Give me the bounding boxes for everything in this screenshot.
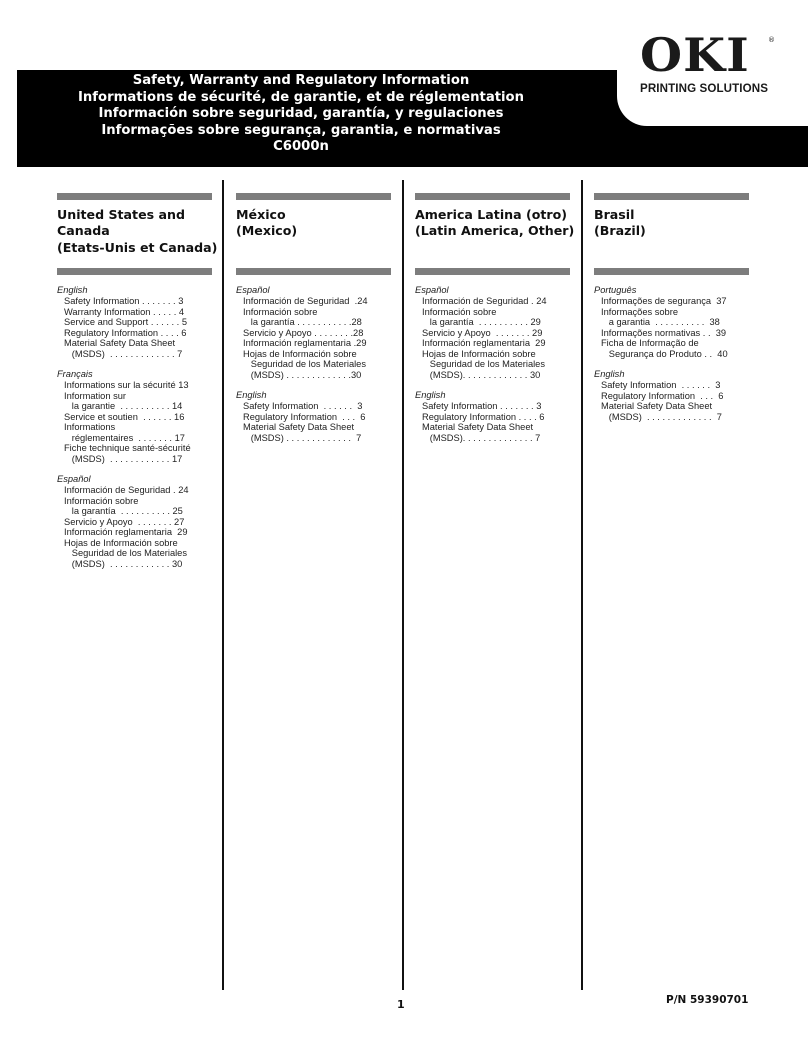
language-label: English bbox=[236, 390, 267, 400]
toc-entry[interactable]: Safety Information . . . . . . . 3 bbox=[422, 401, 542, 411]
title-line-spanish: Información sobre seguridad, garantía, y regulaciones bbox=[98, 106, 504, 122]
toc-entry[interactable]: Safety Information . . . . . . . 3 bbox=[64, 296, 184, 306]
column-divider bbox=[402, 180, 404, 990]
column-divider bbox=[581, 180, 583, 990]
language-label: Português bbox=[594, 285, 637, 295]
heading-line: (Brazil) bbox=[594, 223, 646, 239]
toc-entry[interactable]: Informações de segurança 37 bbox=[601, 296, 727, 306]
section-english bbox=[236, 390, 391, 443]
heading-line: (Mexico) bbox=[236, 223, 298, 239]
page-number: 1 bbox=[397, 998, 405, 1011]
toc-entry[interactable]: Regulatory Information . . . 6 bbox=[601, 390, 724, 401]
toc-entry[interactable]: (MSDS) . . . . . . . . . . . . . 7 bbox=[243, 432, 362, 443]
toc-entry[interactable]: Información reglamentaria .29 bbox=[243, 338, 367, 348]
toc-entry[interactable]: Hojas de Información sobre bbox=[243, 348, 357, 359]
column-top-bar bbox=[594, 193, 749, 200]
heading-line: México bbox=[236, 207, 286, 222]
section-spanish bbox=[415, 285, 570, 380]
logo-tagline: PRINTING SOLUTIONS bbox=[640, 82, 769, 95]
toc-entry[interactable]: Informations sur la sécurité 13 bbox=[64, 380, 189, 390]
column-heading bbox=[415, 207, 575, 263]
logo-brand: OKI bbox=[640, 28, 750, 82]
toc-entry[interactable]: Service and Support . . . . . . 5 bbox=[64, 317, 187, 327]
document-title bbox=[17, 73, 585, 156]
title-line-model: C6000n bbox=[273, 139, 329, 155]
toc-entry[interactable]: Servicio y Apoyo . . . . . . . .28 bbox=[243, 327, 364, 338]
toc-entry[interactable]: Información reglamentaria 29 bbox=[64, 527, 188, 537]
toc-entry[interactable]: (MSDS). . . . . . . . . . . . . . 7 bbox=[422, 432, 541, 443]
toc-entry[interactable]: Hojas de Información sobre bbox=[422, 348, 536, 359]
heading-line: Canada bbox=[57, 223, 110, 239]
toc-entry[interactable]: Información de Seguridad .24 bbox=[243, 296, 368, 306]
toc-entry[interactable]: Información sobre bbox=[422, 306, 497, 317]
toc-entry[interactable]: Hojas de Información sobre bbox=[64, 537, 178, 548]
toc-entry[interactable]: Fiche technique santé-sécurité bbox=[64, 443, 191, 453]
oki-logo bbox=[640, 28, 775, 95]
toc-entry[interactable]: Informações sobre bbox=[601, 306, 678, 317]
language-label: English bbox=[57, 285, 88, 295]
toc-entry[interactable]: Information sur bbox=[64, 390, 127, 401]
toc-entry[interactable]: Seguridad de los Materiales bbox=[422, 359, 545, 369]
toc-entry[interactable]: (MSDS) . . . . . . . . . . . . . 7 bbox=[64, 348, 183, 359]
toc-entry[interactable]: (MSDS) . . . . . . . . . . . . .30 bbox=[243, 369, 362, 380]
section-english bbox=[415, 390, 570, 443]
heading-line: Brasil bbox=[594, 207, 635, 222]
title-line-portuguese: Informações sobre segurança, garantia, e normativas bbox=[101, 122, 501, 138]
column-divider bbox=[222, 180, 224, 990]
toc-entry[interactable]: Seguridad de los Materiales bbox=[64, 548, 187, 558]
column-top-bar bbox=[415, 193, 570, 200]
column-heading-bar bbox=[415, 268, 570, 275]
toc-entry[interactable]: Información de Seguridad . 24 bbox=[64, 485, 189, 495]
toc-entry[interactable]: Regulatory Information . . . 6 bbox=[243, 411, 366, 422]
language-label: Français bbox=[57, 369, 93, 379]
section-spanish bbox=[57, 474, 212, 569]
language-label: Español bbox=[415, 285, 449, 295]
toc-entry[interactable]: (MSDS) . . . . . . . . . . . . 17 bbox=[64, 453, 183, 464]
heading-line: United States and bbox=[57, 207, 185, 222]
heading-line: (Latin America, Other) bbox=[415, 223, 575, 239]
heading-line: America Latina (otro) bbox=[415, 207, 568, 222]
column-top-bar bbox=[236, 193, 391, 200]
column-heading-bar bbox=[236, 268, 391, 275]
column-mexico bbox=[236, 193, 391, 453]
toc-entry[interactable]: (MSDS). . . . . . . . . . . . . 30 bbox=[422, 369, 541, 380]
toc-entry[interactable]: Safety Information . . . . . . 3 bbox=[243, 401, 363, 411]
toc-entry[interactable]: Información sobre bbox=[243, 306, 318, 317]
toc-entry[interactable]: la garantía . . . . . . . . . . 25 bbox=[64, 506, 183, 516]
toc-entry[interactable]: Safety Information . . . . . . 3 bbox=[601, 380, 721, 390]
heading-line: (Etats-Unis et Canada) bbox=[57, 239, 218, 255]
toc-entry[interactable]: Material Safety Data Sheet bbox=[243, 422, 355, 432]
logo-registered-mark: ® bbox=[768, 36, 775, 44]
toc-entry[interactable]: la garantie . . . . . . . . . . 14 bbox=[64, 401, 183, 411]
toc-entry[interactable]: Regulatory Information . . . . 6 bbox=[64, 327, 187, 338]
toc-entry[interactable]: Regulatory Information . . . . 6 bbox=[422, 411, 545, 422]
toc-entry[interactable]: Material Safety Data Sheet bbox=[601, 401, 713, 411]
toc-entry[interactable]: a garantia . . . . . . . . . . 38 bbox=[601, 317, 720, 327]
toc-entry[interactable]: Información reglamentaria 29 bbox=[422, 338, 546, 348]
column-heading bbox=[57, 207, 218, 263]
toc-entry[interactable]: Segurança do Produto . . 40 bbox=[601, 348, 728, 359]
section-english bbox=[594, 369, 749, 422]
column-brazil bbox=[594, 193, 749, 432]
toc-entry[interactable]: Información sobre bbox=[64, 495, 139, 506]
toc-entry[interactable]: Informations bbox=[64, 422, 116, 432]
column-heading-bar bbox=[57, 268, 212, 275]
toc-entry[interactable]: réglementaires . . . . . . . 17 bbox=[64, 432, 185, 443]
toc-entry[interactable]: Service et soutien . . . . . . 16 bbox=[64, 411, 185, 422]
part-number: P/N 59390701 bbox=[666, 994, 749, 1006]
toc-entry[interactable]: la garantía . . . . . . . . . . 29 bbox=[422, 317, 541, 327]
toc-entry[interactable]: Material Safety Data Sheet bbox=[64, 338, 176, 348]
toc-entry[interactable]: Ficha de Informação de bbox=[601, 338, 699, 348]
language-label: Español bbox=[236, 285, 270, 295]
language-label: Español bbox=[57, 474, 91, 484]
toc-entry[interactable]: Material Safety Data Sheet bbox=[422, 422, 534, 432]
section-spanish bbox=[236, 285, 391, 380]
language-label: English bbox=[415, 390, 446, 400]
column-latin-america bbox=[415, 193, 575, 453]
column-us-canada bbox=[57, 193, 218, 579]
toc-entry[interactable]: Warranty Information . . . . . 4 bbox=[64, 306, 185, 317]
title-line-french: Informations de sécurité, de garantie, et de réglementation bbox=[78, 89, 524, 105]
column-top-bar bbox=[57, 193, 212, 200]
language-label: English bbox=[594, 369, 625, 379]
column-heading bbox=[594, 207, 749, 263]
toc-entry[interactable]: (MSDS) . . . . . . . . . . . . 30 bbox=[64, 558, 183, 569]
toc-entry[interactable]: (MSDS) . . . . . . . . . . . . . 7 bbox=[601, 411, 722, 422]
toc-entry[interactable]: Servicio y Apoyo . . . . . . . 29 bbox=[422, 327, 543, 338]
toc-entry[interactable]: la garantía . . . . . . . . . . .28 bbox=[243, 317, 362, 327]
column-heading bbox=[236, 207, 391, 263]
toc-entry[interactable]: Informações normativas . . 39 bbox=[601, 327, 727, 338]
section-portuguese bbox=[594, 285, 749, 359]
title-line-english: Safety, Warranty and Regulatory Information bbox=[132, 73, 470, 88]
section-french bbox=[57, 369, 212, 464]
toc-entry[interactable]: Servicio y Apoyo . . . . . . . 27 bbox=[64, 516, 185, 527]
column-heading-bar bbox=[594, 268, 749, 275]
toc-entry[interactable]: Seguridad de los Materiales bbox=[243, 359, 366, 369]
section-english bbox=[57, 285, 212, 359]
toc-entry[interactable]: Información de Seguridad . 24 bbox=[422, 296, 547, 306]
